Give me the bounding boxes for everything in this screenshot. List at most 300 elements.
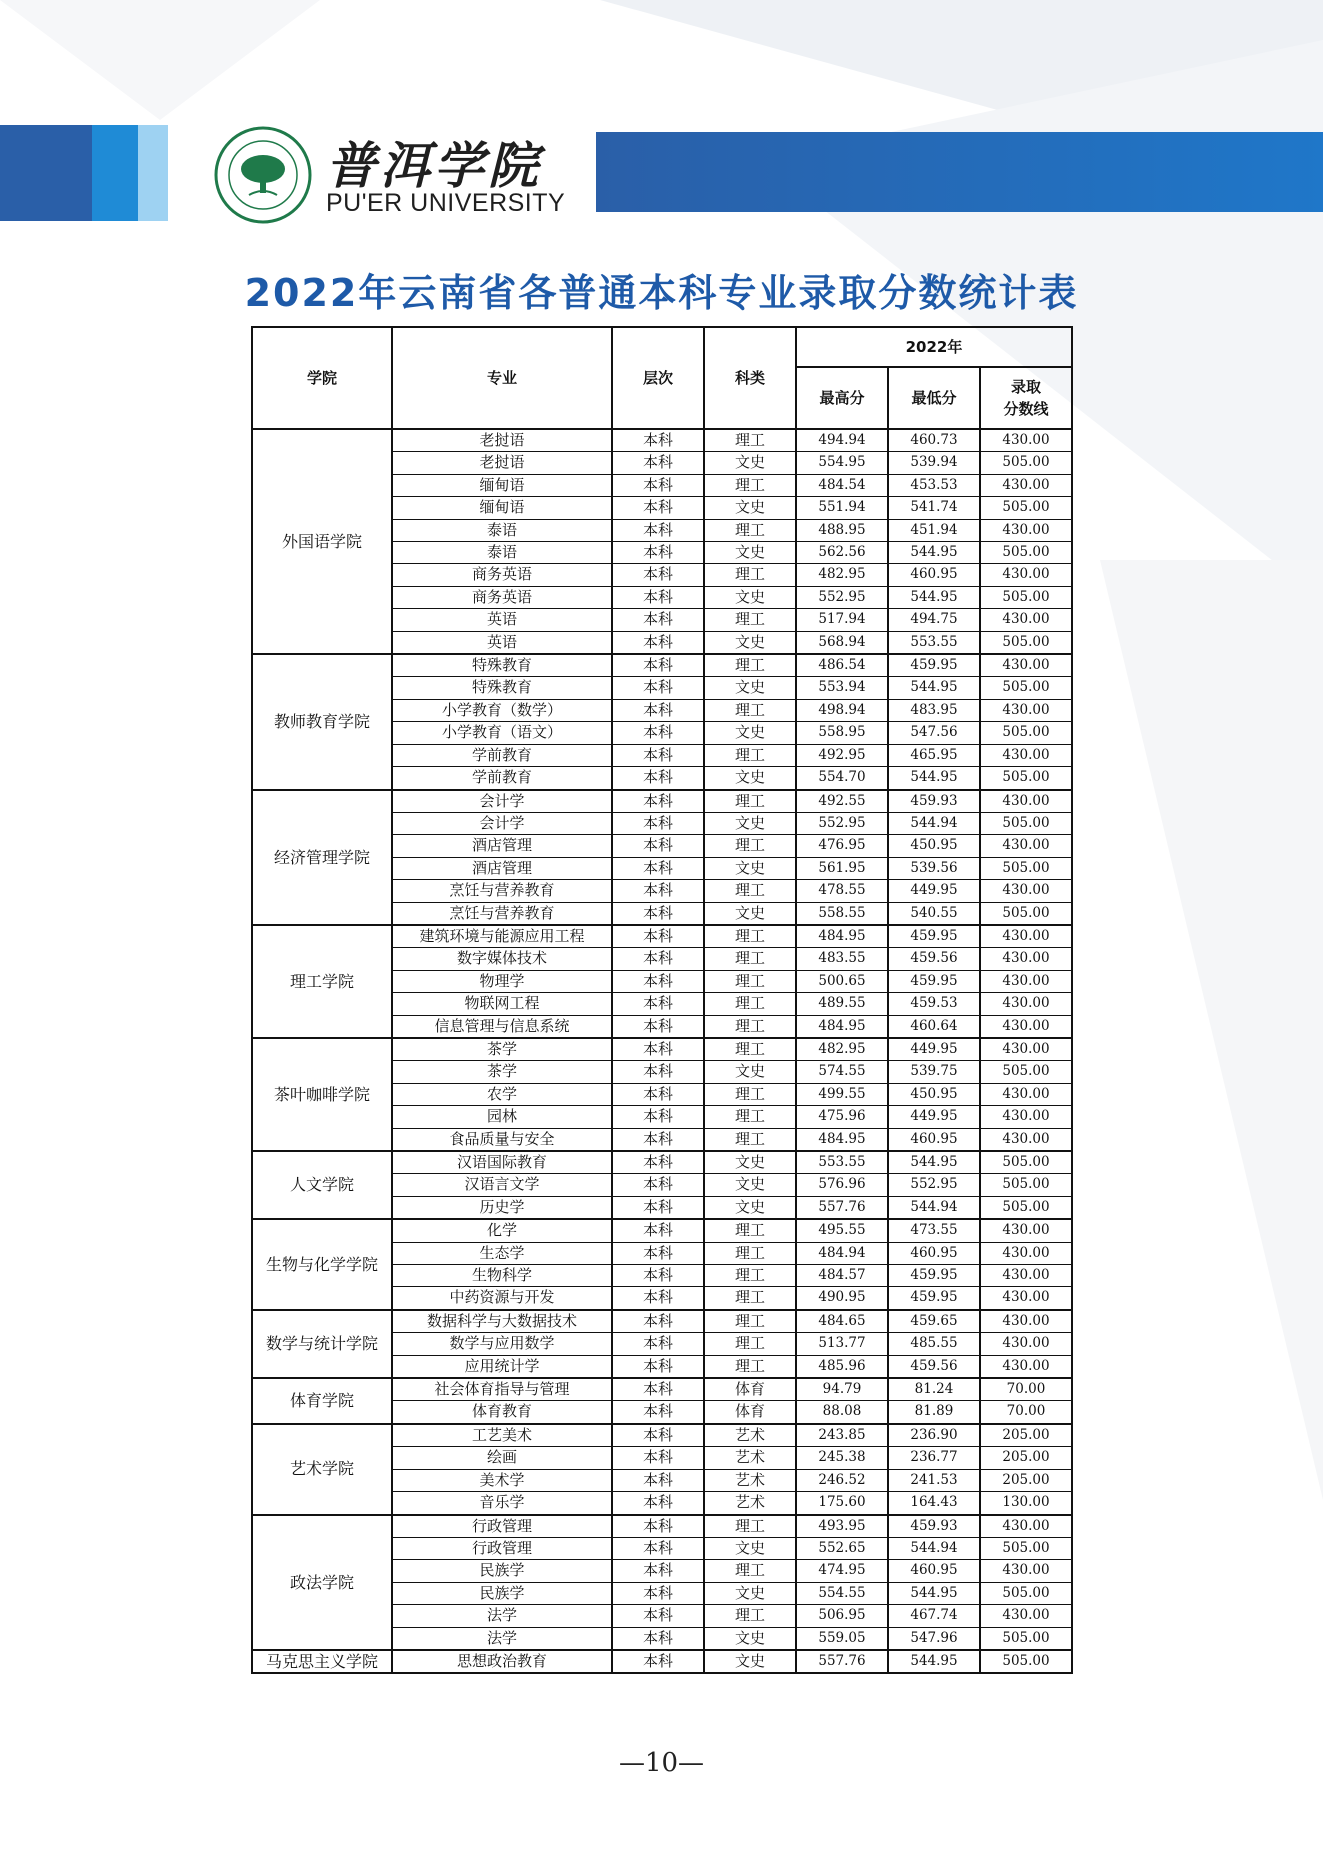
level-cell: 本科 xyxy=(612,1333,704,1355)
category-cell: 艺术 xyxy=(704,1447,796,1469)
major-cell: 酒店管理 xyxy=(392,857,612,879)
category-cell: 理工 xyxy=(704,1560,796,1582)
max-score-cell: 486.54 xyxy=(796,654,888,677)
major-cell: 思想政治教育 xyxy=(392,1650,612,1673)
min-score-cell: 485.55 xyxy=(888,1333,980,1355)
category-cell: 理工 xyxy=(704,699,796,721)
table-row xyxy=(252,925,1072,948)
category-cell: 理工 xyxy=(704,429,796,452)
min-score-cell: 459.95 xyxy=(888,925,980,948)
cutoff-cell: 505.00 xyxy=(980,1650,1072,1673)
min-score-cell: 483.95 xyxy=(888,699,980,721)
max-score-cell: 494.94 xyxy=(796,429,888,452)
category-cell: 理工 xyxy=(704,993,796,1015)
max-score-cell: 562.56 xyxy=(796,542,888,564)
max-score-cell: 483.55 xyxy=(796,948,888,970)
category-cell: 文史 xyxy=(704,497,796,519)
min-score-cell: 460.95 xyxy=(888,564,980,586)
min-score-cell: 450.95 xyxy=(888,1083,980,1105)
cutoff-cell: 430.00 xyxy=(980,948,1072,970)
min-score-cell: 460.95 xyxy=(888,1242,980,1264)
level-cell: 本科 xyxy=(612,1627,704,1650)
major-cell: 茶学 xyxy=(392,1038,612,1061)
category-cell: 理工 xyxy=(704,1015,796,1038)
category-cell: 文史 xyxy=(704,1650,796,1673)
major-cell: 法学 xyxy=(392,1627,612,1650)
cutoff-cell: 430.00 xyxy=(980,1560,1072,1582)
cutoff-cell: 205.00 xyxy=(980,1447,1072,1469)
table-row xyxy=(252,1219,1072,1242)
major-cell: 英语 xyxy=(392,631,612,654)
max-score-cell: 476.95 xyxy=(796,835,888,857)
level-cell: 本科 xyxy=(612,812,704,834)
category-cell: 理工 xyxy=(704,744,796,766)
min-score-cell: 459.93 xyxy=(888,790,980,813)
category-cell: 理工 xyxy=(704,1355,796,1378)
min-score-cell: 236.90 xyxy=(888,1424,980,1447)
cutoff-cell: 430.00 xyxy=(980,1287,1072,1310)
level-cell: 本科 xyxy=(612,497,704,519)
min-score-cell: 459.93 xyxy=(888,1515,980,1538)
category-cell: 文史 xyxy=(704,1151,796,1174)
cutoff-cell: 430.00 xyxy=(980,1128,1072,1151)
level-cell: 本科 xyxy=(612,519,704,541)
major-cell: 社会体育指导与管理 xyxy=(392,1378,612,1401)
level-cell: 本科 xyxy=(612,1605,704,1627)
major-cell: 缅甸语 xyxy=(392,474,612,496)
header-bar-mid xyxy=(92,125,138,221)
level-cell: 本科 xyxy=(612,1650,704,1673)
major-cell: 物联网工程 xyxy=(392,993,612,1015)
college-cell: 人文学院 xyxy=(252,1151,392,1219)
category-cell: 文史 xyxy=(704,722,796,744)
level-cell: 本科 xyxy=(612,993,704,1015)
cutoff-cell: 430.00 xyxy=(980,1015,1072,1038)
category-cell: 文史 xyxy=(704,902,796,925)
category-cell: 理工 xyxy=(704,1083,796,1105)
level-cell: 本科 xyxy=(612,925,704,948)
level-cell: 本科 xyxy=(612,1174,704,1196)
major-cell: 音乐学 xyxy=(392,1492,612,1515)
major-cell: 行政管理 xyxy=(392,1537,612,1559)
cutoff-cell: 505.00 xyxy=(980,1174,1072,1196)
max-score-cell: 568.94 xyxy=(796,631,888,654)
major-cell: 商务英语 xyxy=(392,586,612,608)
category-cell: 文史 xyxy=(704,542,796,564)
category-cell: 文史 xyxy=(704,1196,796,1219)
major-cell: 酒店管理 xyxy=(392,835,612,857)
max-score-cell: 484.57 xyxy=(796,1265,888,1287)
document-title: 2022年云南省各普通本科专业录取分数统计表 xyxy=(244,271,1079,315)
table-row xyxy=(252,1515,1072,1538)
cutoff-cell: 70.00 xyxy=(980,1401,1072,1424)
cutoff-cell: 430.00 xyxy=(980,429,1072,452)
level-cell: 本科 xyxy=(612,542,704,564)
level-cell: 本科 xyxy=(612,1447,704,1469)
level-cell: 本科 xyxy=(612,744,704,766)
min-score-cell: 552.95 xyxy=(888,1174,980,1196)
level-cell: 本科 xyxy=(612,1582,704,1604)
major-cell: 农学 xyxy=(392,1083,612,1105)
max-score-cell: 478.55 xyxy=(796,880,888,902)
major-cell: 化学 xyxy=(392,1219,612,1242)
cutoff-cell: 430.00 xyxy=(980,835,1072,857)
major-cell: 物理学 xyxy=(392,970,612,992)
category-cell: 理工 xyxy=(704,970,796,992)
min-score-cell: 544.95 xyxy=(888,1151,980,1174)
cutoff-cell: 430.00 xyxy=(980,1605,1072,1627)
cutoff-cell: 505.00 xyxy=(980,677,1072,699)
min-score-cell: 459.56 xyxy=(888,948,980,970)
min-score-cell: 451.94 xyxy=(888,519,980,541)
major-cell: 生物科学 xyxy=(392,1265,612,1287)
min-score-cell: 539.56 xyxy=(888,857,980,879)
major-cell: 绘画 xyxy=(392,1447,612,1469)
table-row xyxy=(252,1038,1072,1061)
level-cell: 本科 xyxy=(612,1128,704,1151)
major-cell: 会计学 xyxy=(392,790,612,813)
logo-seal-icon xyxy=(213,125,313,225)
level-cell: 本科 xyxy=(612,1242,704,1264)
category-cell: 文史 xyxy=(704,677,796,699)
max-score-cell: 482.95 xyxy=(796,1038,888,1061)
min-score-cell: 449.95 xyxy=(888,880,980,902)
category-cell: 文史 xyxy=(704,1537,796,1559)
level-cell: 本科 xyxy=(612,1560,704,1582)
max-score-cell: 553.55 xyxy=(796,1151,888,1174)
header-level: 层次 xyxy=(612,327,704,429)
category-cell: 理工 xyxy=(704,1128,796,1151)
level-cell: 本科 xyxy=(612,835,704,857)
min-score-cell: 459.95 xyxy=(888,654,980,677)
college-cell: 经济管理学院 xyxy=(252,790,392,925)
level-cell: 本科 xyxy=(612,609,704,631)
cutoff-cell: 505.00 xyxy=(980,542,1072,564)
max-score-cell: 576.96 xyxy=(796,1174,888,1196)
min-score-cell: 547.56 xyxy=(888,722,980,744)
cutoff-cell: 430.00 xyxy=(980,1515,1072,1538)
category-cell: 理工 xyxy=(704,654,796,677)
min-score-cell: 450.95 xyxy=(888,835,980,857)
max-score-cell: 561.95 xyxy=(796,857,888,879)
header-bar-dark xyxy=(0,125,92,221)
category-cell: 理工 xyxy=(704,1038,796,1061)
min-score-cell: 544.94 xyxy=(888,1537,980,1559)
min-score-cell: 459.53 xyxy=(888,993,980,1015)
header-major: 专业 xyxy=(392,327,612,429)
college-cell: 外国语学院 xyxy=(252,429,392,654)
max-score-cell: 500.65 xyxy=(796,970,888,992)
level-cell: 本科 xyxy=(612,429,704,452)
category-cell: 文史 xyxy=(704,586,796,608)
max-score-cell: 557.76 xyxy=(796,1650,888,1673)
min-score-cell: 544.95 xyxy=(888,767,980,790)
cutoff-cell: 430.00 xyxy=(980,699,1072,721)
category-cell: 体育 xyxy=(704,1378,796,1401)
category-cell: 理工 xyxy=(704,1310,796,1333)
min-score-cell: 449.95 xyxy=(888,1106,980,1128)
max-score-cell: 484.94 xyxy=(796,1242,888,1264)
college-cell: 数学与统计学院 xyxy=(252,1310,392,1378)
brand-name-en: PU'ER UNIVERSITY xyxy=(326,189,566,217)
major-cell: 园林 xyxy=(392,1106,612,1128)
min-score-cell: 81.24 xyxy=(888,1378,980,1401)
major-cell: 汉语言文学 xyxy=(392,1174,612,1196)
max-score-cell: 482.95 xyxy=(796,564,888,586)
max-score-cell: 88.08 xyxy=(796,1401,888,1424)
major-cell: 法学 xyxy=(392,1605,612,1627)
category-cell: 文史 xyxy=(704,452,796,474)
major-cell: 行政管理 xyxy=(392,1515,612,1538)
category-cell: 理工 xyxy=(704,925,796,948)
cutoff-cell: 505.00 xyxy=(980,497,1072,519)
max-score-cell: 551.94 xyxy=(796,497,888,519)
cutoff-cell: 430.00 xyxy=(980,1242,1072,1264)
category-cell: 理工 xyxy=(704,519,796,541)
cutoff-cell: 430.00 xyxy=(980,1310,1072,1333)
major-cell: 泰语 xyxy=(392,542,612,564)
min-score-cell: 539.94 xyxy=(888,452,980,474)
major-cell: 汉语国际教育 xyxy=(392,1151,612,1174)
college-cell: 马克思主义学院 xyxy=(252,1650,392,1673)
level-cell: 本科 xyxy=(612,948,704,970)
major-cell: 应用统计学 xyxy=(392,1355,612,1378)
table-row xyxy=(252,1378,1072,1401)
major-cell: 民族学 xyxy=(392,1560,612,1582)
cutoff-cell: 505.00 xyxy=(980,857,1072,879)
min-score-cell: 459.95 xyxy=(888,1265,980,1287)
category-cell: 理工 xyxy=(704,1265,796,1287)
major-cell: 特殊教育 xyxy=(392,677,612,699)
max-score-cell: 485.96 xyxy=(796,1355,888,1378)
header-cutoff xyxy=(980,367,1072,429)
level-cell: 本科 xyxy=(612,1265,704,1287)
max-score-cell: 488.95 xyxy=(796,519,888,541)
min-score-cell: 544.95 xyxy=(888,542,980,564)
max-score-cell: 484.95 xyxy=(796,1015,888,1038)
category-cell: 理工 xyxy=(704,474,796,496)
level-cell: 本科 xyxy=(612,474,704,496)
major-cell: 烹饪与营养教育 xyxy=(392,902,612,925)
cutoff-cell: 430.00 xyxy=(980,1355,1072,1378)
major-cell: 数据科学与大数据技术 xyxy=(392,1310,612,1333)
cutoff-cell: 505.00 xyxy=(980,1196,1072,1219)
max-score-cell: 558.95 xyxy=(796,722,888,744)
major-cell: 茶学 xyxy=(392,1061,612,1083)
cutoff-cell: 505.00 xyxy=(980,1061,1072,1083)
major-cell: 中药资源与开发 xyxy=(392,1287,612,1310)
cutoff-cell: 430.00 xyxy=(980,880,1072,902)
level-cell: 本科 xyxy=(612,1469,704,1491)
max-score-cell: 484.95 xyxy=(796,1128,888,1151)
major-cell: 建筑环境与能源应用工程 xyxy=(392,925,612,948)
max-score-cell: 498.94 xyxy=(796,699,888,721)
level-cell: 本科 xyxy=(612,970,704,992)
min-score-cell: 544.95 xyxy=(888,677,980,699)
brand-name-cn: 普洱学院 xyxy=(326,136,542,195)
min-score-cell: 544.94 xyxy=(888,812,980,834)
category-cell: 理工 xyxy=(704,790,796,813)
category-cell: 文史 xyxy=(704,1061,796,1083)
cutoff-cell: 430.00 xyxy=(980,654,1072,677)
min-score-cell: 544.94 xyxy=(888,1196,980,1219)
admission-score-table xyxy=(251,326,1073,1674)
min-score-cell: 544.95 xyxy=(888,1650,980,1673)
max-score-cell: 554.95 xyxy=(796,452,888,474)
major-cell: 学前教育 xyxy=(392,767,612,790)
university-logo xyxy=(213,125,313,225)
major-cell: 烹饪与营养教育 xyxy=(392,880,612,902)
cutoff-cell: 430.00 xyxy=(980,1333,1072,1355)
cutoff-cell: 130.00 xyxy=(980,1492,1072,1515)
max-score-cell: 484.65 xyxy=(796,1310,888,1333)
max-score-cell: 175.60 xyxy=(796,1492,888,1515)
max-score-cell: 484.54 xyxy=(796,474,888,496)
level-cell: 本科 xyxy=(612,452,704,474)
cutoff-cell: 430.00 xyxy=(980,564,1072,586)
max-score-cell: 557.76 xyxy=(796,1196,888,1219)
max-score-cell: 492.55 xyxy=(796,790,888,813)
max-score-cell: 495.55 xyxy=(796,1219,888,1242)
cutoff-cell: 430.00 xyxy=(980,519,1072,541)
table-row xyxy=(252,1650,1072,1673)
header-min: 最低分 xyxy=(888,367,980,429)
major-cell: 历史学 xyxy=(392,1196,612,1219)
min-score-cell: 553.55 xyxy=(888,631,980,654)
cutoff-cell: 505.00 xyxy=(980,1537,1072,1559)
min-score-cell: 459.56 xyxy=(888,1355,980,1378)
level-cell: 本科 xyxy=(612,1310,704,1333)
min-score-cell: 459.65 xyxy=(888,1310,980,1333)
level-cell: 本科 xyxy=(612,631,704,654)
major-cell: 数字媒体技术 xyxy=(392,948,612,970)
category-cell: 艺术 xyxy=(704,1469,796,1491)
major-cell: 泰语 xyxy=(392,519,612,541)
category-cell: 文史 xyxy=(704,1582,796,1604)
min-score-cell: 473.55 xyxy=(888,1219,980,1242)
level-cell: 本科 xyxy=(612,857,704,879)
max-score-cell: 493.95 xyxy=(796,1515,888,1538)
min-score-cell: 547.96 xyxy=(888,1627,980,1650)
max-score-cell: 517.94 xyxy=(796,609,888,631)
category-cell: 理工 xyxy=(704,948,796,970)
college-cell: 政法学院 xyxy=(252,1515,392,1650)
major-cell: 体育教育 xyxy=(392,1401,612,1424)
min-score-cell: 81.89 xyxy=(888,1401,980,1424)
major-cell: 商务英语 xyxy=(392,564,612,586)
min-score-cell: 241.53 xyxy=(888,1469,980,1491)
min-score-cell: 460.73 xyxy=(888,429,980,452)
category-cell: 理工 xyxy=(704,835,796,857)
cutoff-cell: 505.00 xyxy=(980,586,1072,608)
max-score-cell: 552.95 xyxy=(796,586,888,608)
college-cell: 生物与化学学院 xyxy=(252,1219,392,1310)
level-cell: 本科 xyxy=(612,1015,704,1038)
cutoff-cell: 205.00 xyxy=(980,1424,1072,1447)
min-score-cell: 236.77 xyxy=(888,1447,980,1469)
category-cell: 理工 xyxy=(704,564,796,586)
college-cell: 体育学院 xyxy=(252,1378,392,1424)
cutoff-cell: 430.00 xyxy=(980,474,1072,496)
max-score-cell: 474.95 xyxy=(796,1560,888,1582)
level-cell: 本科 xyxy=(612,1061,704,1083)
cutoff-cell: 430.00 xyxy=(980,1219,1072,1242)
level-cell: 本科 xyxy=(612,586,704,608)
category-cell: 艺术 xyxy=(704,1492,796,1515)
max-score-cell: 243.85 xyxy=(796,1424,888,1447)
cutoff-cell: 430.00 xyxy=(980,993,1072,1015)
max-score-cell: 553.94 xyxy=(796,677,888,699)
header-bar-light xyxy=(138,125,168,221)
major-cell: 老挝语 xyxy=(392,429,612,452)
major-cell: 生态学 xyxy=(392,1242,612,1264)
level-cell: 本科 xyxy=(612,902,704,925)
major-cell: 美术学 xyxy=(392,1469,612,1491)
max-score-cell: 559.05 xyxy=(796,1627,888,1650)
category-cell: 文史 xyxy=(704,631,796,654)
header-cutoff-line2: 分数线 xyxy=(1003,400,1049,418)
max-score-cell: 245.38 xyxy=(796,1447,888,1469)
college-cell: 茶叶咖啡学院 xyxy=(252,1038,392,1151)
header-bar-right xyxy=(596,132,1323,212)
min-score-cell: 459.95 xyxy=(888,1287,980,1310)
max-score-cell: 513.77 xyxy=(796,1333,888,1355)
max-score-cell: 490.95 xyxy=(796,1287,888,1310)
level-cell: 本科 xyxy=(612,1401,704,1424)
cutoff-cell: 505.00 xyxy=(980,722,1072,744)
cutoff-cell: 430.00 xyxy=(980,744,1072,766)
major-cell: 小学教育（语文） xyxy=(392,722,612,744)
major-cell: 民族学 xyxy=(392,1582,612,1604)
category-cell: 文史 xyxy=(704,767,796,790)
major-cell: 特殊教育 xyxy=(392,654,612,677)
college-cell: 艺术学院 xyxy=(252,1424,392,1515)
level-cell: 本科 xyxy=(612,1424,704,1447)
min-score-cell: 544.95 xyxy=(888,586,980,608)
level-cell: 本科 xyxy=(612,1106,704,1128)
min-score-cell: 539.75 xyxy=(888,1061,980,1083)
max-score-cell: 554.55 xyxy=(796,1582,888,1604)
max-score-cell: 558.55 xyxy=(796,902,888,925)
min-score-cell: 449.95 xyxy=(888,1038,980,1061)
category-cell: 理工 xyxy=(704,1333,796,1355)
cutoff-cell: 205.00 xyxy=(980,1469,1072,1491)
max-score-cell: 484.95 xyxy=(796,925,888,948)
level-cell: 本科 xyxy=(612,880,704,902)
major-cell: 食品质量与安全 xyxy=(392,1128,612,1151)
cutoff-cell: 505.00 xyxy=(980,767,1072,790)
category-cell: 体育 xyxy=(704,1401,796,1424)
college-cell: 教师教育学院 xyxy=(252,654,392,789)
header-max: 最高分 xyxy=(796,367,888,429)
major-cell: 缅甸语 xyxy=(392,497,612,519)
min-score-cell: 460.95 xyxy=(888,1128,980,1151)
cutoff-cell: 505.00 xyxy=(980,452,1072,474)
cutoff-cell: 505.00 xyxy=(980,1582,1072,1604)
min-score-cell: 465.95 xyxy=(888,744,980,766)
category-cell: 理工 xyxy=(704,1242,796,1264)
level-cell: 本科 xyxy=(612,790,704,813)
category-cell: 理工 xyxy=(704,609,796,631)
max-score-cell: 246.52 xyxy=(796,1469,888,1491)
header-cutoff-line1: 录取 xyxy=(1011,378,1042,396)
table-row xyxy=(252,429,1072,452)
min-score-cell: 541.74 xyxy=(888,497,980,519)
cutoff-cell: 430.00 xyxy=(980,1038,1072,1061)
min-score-cell: 494.75 xyxy=(888,609,980,631)
category-cell: 艺术 xyxy=(704,1424,796,1447)
cutoff-cell: 505.00 xyxy=(980,1151,1072,1174)
